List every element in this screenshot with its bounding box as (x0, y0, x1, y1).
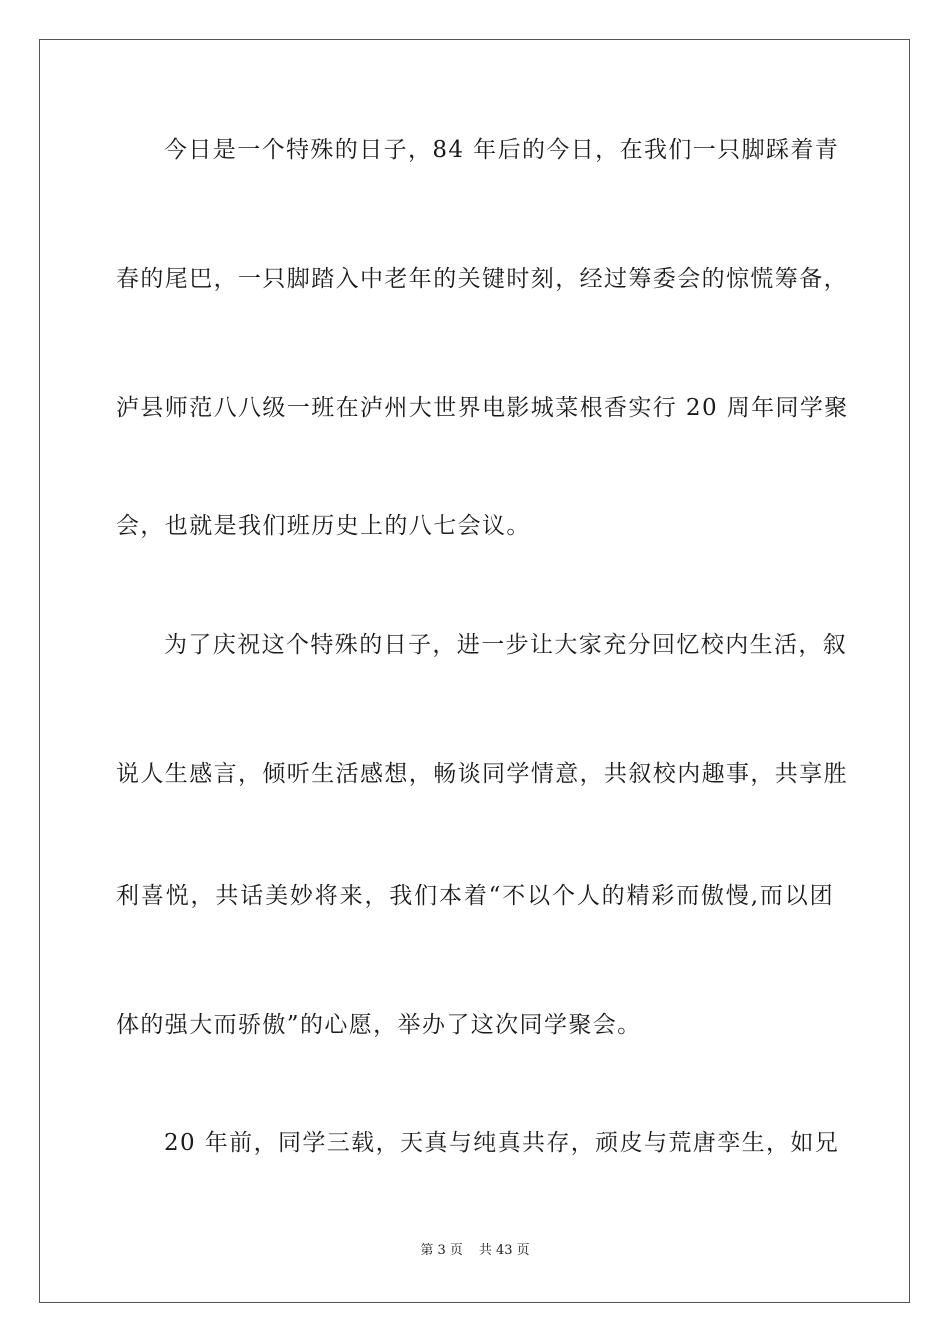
total-pages: 共 43 页 (478, 1243, 530, 1258)
paragraph-1-line-4: 会，也就是我们班历史上的八七会议。 (116, 513, 531, 539)
paragraph-2-line-1: 为了庆祝这个特殊的日子，进一步让大家充分回忆校内生活，叙 (164, 632, 848, 658)
page-border (39, 39, 910, 1303)
paragraph-2-line-4: 体的强大而骄傲”的心愿，举办了这次同学聚会。 (116, 1012, 642, 1038)
paragraph-2-line-3: 利喜悦，共话美妙将来，我们本着“不以个人的精彩而傲慢,而以团 (116, 883, 834, 909)
page-footer (0, 1242, 950, 1260)
paragraph-1-line-1: 今日是一个特殊的日子，84 年后的今日，在我们一只脚踩着青 (164, 137, 840, 163)
paragraph-3-line-1: 20 年前，同学三载，天真与纯真共存，顽皮与荒唐孪生，如兄 (164, 1130, 840, 1156)
paragraph-2-line-2: 说人生感言，倾听生活感想，畅谈同学情意，共叙校内趣事，共享胜 (116, 761, 848, 787)
paragraph-1-line-2: 春的尾巴，一只脚踏入中老年的关键时刻，经过筹委会的惊慌筹备， (116, 266, 848, 292)
paragraph-1-line-3: 泸县师范八八级一班在泸州大世界电影城菜根香实行 20 周年同学聚 (116, 395, 849, 421)
page-number: 第 3 页 (420, 1243, 463, 1258)
